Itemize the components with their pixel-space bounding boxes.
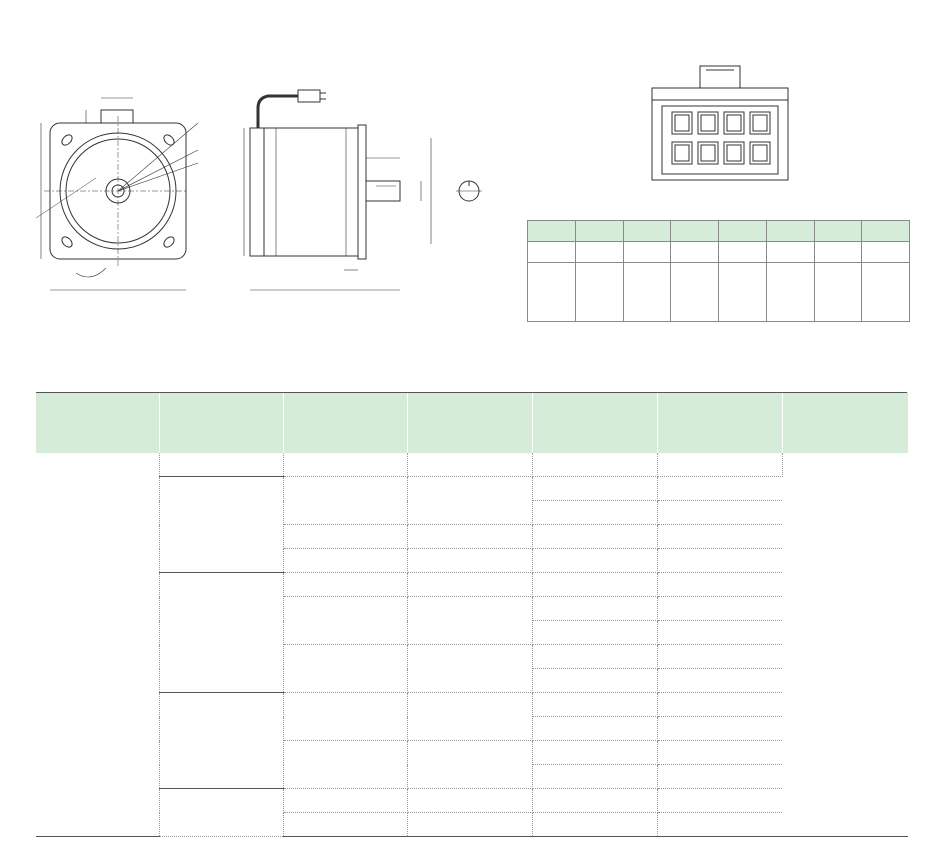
terminal-number-row (528, 221, 910, 242)
power-cell (159, 573, 283, 693)
connector-pin-inner (753, 145, 767, 161)
terminal-signal (814, 242, 862, 263)
voltage-cell (283, 477, 407, 525)
torque-cell (657, 525, 782, 549)
voltage-cell (283, 525, 407, 549)
speed-cell (532, 717, 657, 741)
unit-length (782, 432, 908, 453)
torque-cell (657, 669, 782, 693)
voltage-cell (283, 645, 407, 693)
mount-hole (60, 235, 74, 249)
connector-drawing (650, 62, 790, 182)
voltage-cell (283, 693, 407, 741)
header-length (782, 392, 908, 432)
terminal-number (623, 221, 671, 242)
terminal-signal (766, 242, 814, 263)
speed-cell (532, 549, 657, 573)
connector-pin-inner (701, 115, 715, 131)
torque-cell (657, 501, 782, 525)
unit-torque (657, 432, 782, 453)
unit-current (407, 432, 532, 453)
current-cell (407, 813, 532, 837)
terminal-signal (671, 242, 719, 263)
voltage-cell (283, 789, 407, 813)
torque-cell (657, 597, 782, 621)
terminal-wire-color (623, 263, 671, 322)
current-cell (407, 693, 532, 741)
speed-cell (532, 669, 657, 693)
terminal-signal (575, 242, 623, 263)
voltage-cell (283, 741, 407, 789)
terminal-wire-color (575, 263, 623, 322)
header-current (407, 392, 532, 432)
current-cell (407, 573, 532, 597)
connector-pin-inner (727, 145, 741, 161)
speed-cell (532, 477, 657, 501)
voltage-cell (283, 453, 407, 477)
connector-pins (672, 112, 770, 164)
table-row (36, 477, 908, 501)
speed-cell (532, 693, 657, 717)
speed-cell (532, 573, 657, 597)
speed-cell (532, 741, 657, 765)
terminal-wire-color (719, 263, 767, 322)
terminal-color-row (528, 263, 910, 322)
connector-pin-inner (675, 145, 689, 161)
speed-cell (532, 813, 657, 837)
current-cell (407, 789, 532, 813)
terminal-number (719, 221, 767, 242)
performance-table (36, 392, 908, 837)
connector-pin-inner (675, 115, 689, 131)
terminal-signal (623, 242, 671, 263)
terminal-number (671, 221, 719, 242)
table-row (36, 693, 908, 717)
motor-dimension-drawing (36, 68, 496, 303)
header-voltage (283, 392, 407, 432)
model-cell (36, 453, 159, 837)
current-cell (407, 525, 532, 549)
header-model (36, 392, 159, 453)
performance-header-row (36, 392, 908, 432)
power-cell (159, 477, 283, 573)
terminal-wire-color (671, 263, 719, 322)
current-cell (407, 477, 532, 525)
speed-cell (532, 501, 657, 525)
terminal-wire-color (528, 263, 576, 322)
side-end-cap (250, 128, 264, 256)
current-cell (407, 597, 532, 645)
side-motor-body (264, 128, 358, 256)
header-speed (532, 392, 657, 432)
terminal-signal (719, 242, 767, 263)
current-cell (407, 453, 532, 477)
current-cell (407, 741, 532, 789)
table-row (36, 573, 908, 597)
terminal-signal (528, 242, 576, 263)
table-row (36, 453, 908, 477)
voltage-cell (283, 597, 407, 645)
torque-cell (657, 789, 782, 813)
current-cell (407, 645, 532, 693)
cable-connector (298, 90, 320, 102)
torque-cell (657, 765, 782, 789)
speed-cell (532, 789, 657, 813)
mount-hole (162, 235, 176, 249)
terminal-signal-row (528, 242, 910, 263)
speed-cell (532, 765, 657, 789)
voltage-cell (283, 813, 407, 837)
current-cell (407, 549, 532, 573)
terminal-wire-color (814, 263, 862, 322)
terminal-wire-color (862, 263, 910, 322)
connector-pin-inner (701, 145, 715, 161)
torque-cell (657, 813, 782, 837)
terminal-number (575, 221, 623, 242)
terminal-number (766, 221, 814, 242)
torque-cell (657, 573, 782, 597)
power-cell (159, 453, 283, 477)
voltage-cell (283, 549, 407, 573)
length-cell (782, 453, 908, 837)
mount-hole (60, 133, 74, 147)
unit-power (159, 432, 283, 453)
header-torque (657, 392, 782, 432)
torque-cell (657, 741, 782, 765)
speed-cell (532, 453, 657, 477)
unit-speed (532, 432, 657, 453)
power-cell (159, 693, 283, 789)
terminal-wire-color (766, 263, 814, 322)
side-flange (358, 125, 366, 259)
terminal-number (528, 221, 576, 242)
speed-cell (532, 525, 657, 549)
terminal-signal (862, 242, 910, 263)
terminal-table (527, 220, 910, 322)
torque-cell (657, 453, 782, 477)
header-power (159, 392, 283, 432)
connector-latch (700, 66, 740, 88)
torque-cell (657, 477, 782, 501)
mount-hole (162, 133, 176, 147)
speed-cell (532, 597, 657, 621)
voltage-cell (283, 573, 407, 597)
torque-cell (657, 693, 782, 717)
torque-cell (657, 645, 782, 669)
unit-voltage (283, 432, 407, 453)
power-cell (159, 789, 283, 837)
torque-cell (657, 549, 782, 573)
terminal-number (862, 221, 910, 242)
table-row (36, 789, 908, 813)
side-shaft (366, 181, 400, 201)
torque-cell (657, 621, 782, 645)
performance-unit-row (36, 432, 908, 453)
speed-cell (532, 645, 657, 669)
connector-pin-inner (753, 115, 767, 131)
torque-cell (657, 717, 782, 741)
cable-boss (101, 110, 133, 123)
terminal-number (814, 221, 862, 242)
connector-pin-inner (727, 115, 741, 131)
speed-cell (532, 621, 657, 645)
